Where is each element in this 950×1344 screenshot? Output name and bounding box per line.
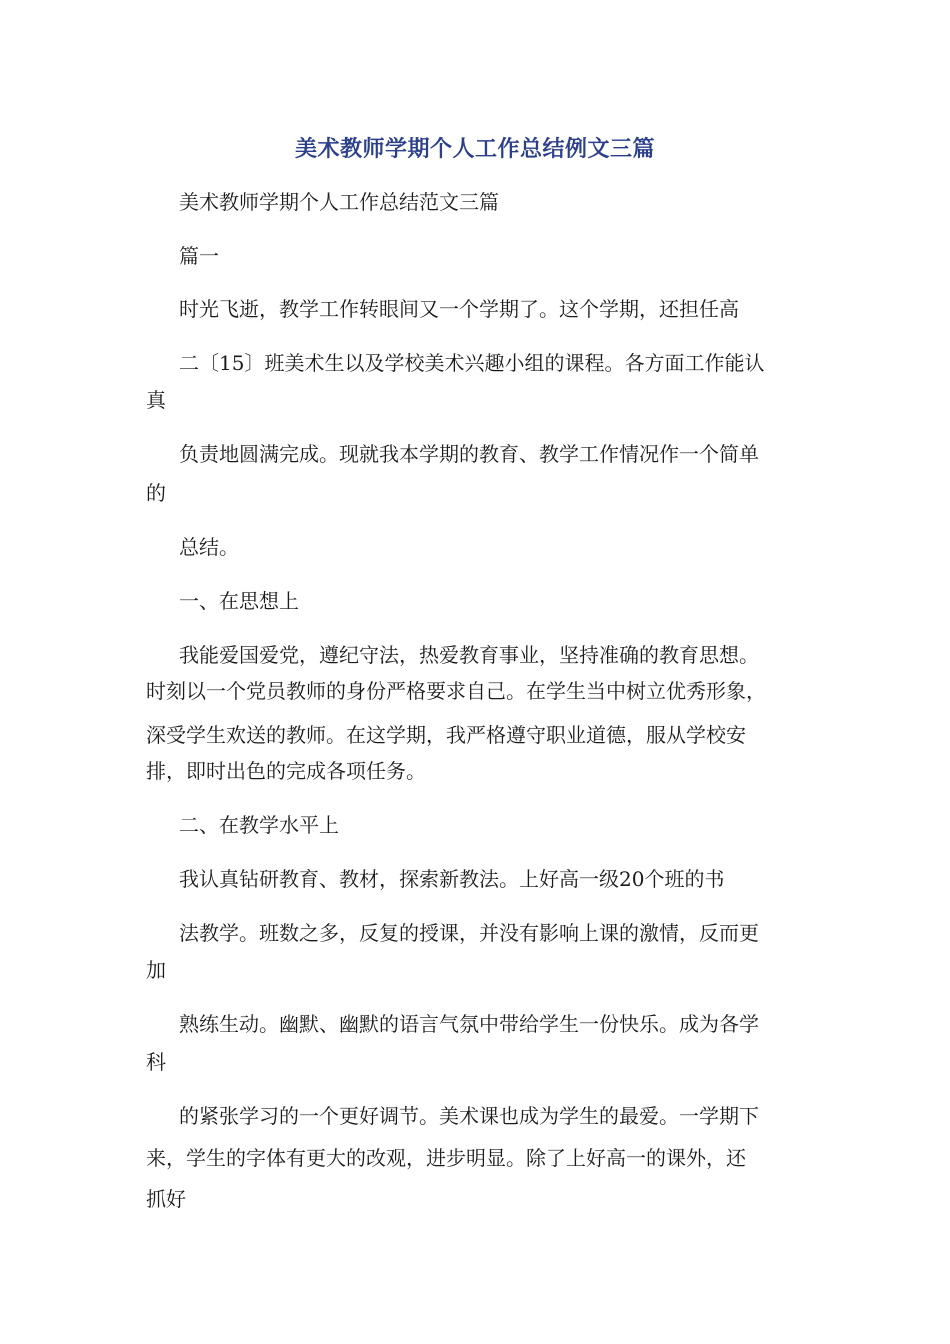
paragraph-line: 抓好 <box>146 1187 186 1211</box>
paragraph-line: 来，学生的字体有更大的改观，进步明显。除了上好高一的课外，还 <box>146 1146 746 1170</box>
paragraph-line: 总结。 <box>179 535 239 559</box>
document-title: 美术教师学期个人工作总结例文三篇 <box>294 137 655 162</box>
paragraph-line: 我认真钻研教育、教材，探索新教法。上好高一级20个班的书 <box>179 867 725 891</box>
paragraph-line: 真 <box>146 388 166 412</box>
section-heading: 一、在思想上 <box>179 589 299 613</box>
paragraph-line: 法教学。班数之多，反复的授课，并没有影响上课的激情，反而更 <box>179 921 759 945</box>
paragraph-line: 科 <box>146 1050 166 1074</box>
paragraph-line: 的紧张学习的一个更好调节。美术课也成为学生的最爱。一学期下 <box>179 1104 759 1128</box>
paragraph-line: 的 <box>146 481 166 505</box>
paragraph-line: 深受学生欢送的教师。在这学期，我严格遵守职业道德，服从学校安 <box>146 723 746 747</box>
section-heading: 二、在教学水平上 <box>179 813 339 837</box>
section-heading: 篇一 <box>179 244 219 268</box>
paragraph-line: 加 <box>146 958 166 982</box>
paragraph-line: 熟练生动。幽默、幽默的语言气氛中带给学生一份快乐。成为各学 <box>179 1012 759 1036</box>
paragraph-line: 二〔15〕班美术生以及学校美术兴趣小组的课程。各方面工作能认 <box>179 351 765 375</box>
paragraph-line: 时光飞逝，教学工作转眼间又一个学期了。这个学期，还担任高 <box>179 297 739 321</box>
paragraph-line: 排，即时出色的完成各项任务。 <box>146 759 426 783</box>
subtitle-line: 美术教师学期个人工作总结范文三篇 <box>179 190 499 214</box>
paragraph-line: 我能爱国爱党，遵纪守法，热爱教育事业，坚持准确的教育思想。 <box>179 643 759 667</box>
paragraph-line: 时刻以一个党员教师的身份严格要求自己。在学生当中树立优秀形象， <box>146 679 766 703</box>
paragraph-line: 负责地圆满完成。现就我本学期的教育、教学工作情况作一个简单 <box>179 442 759 466</box>
